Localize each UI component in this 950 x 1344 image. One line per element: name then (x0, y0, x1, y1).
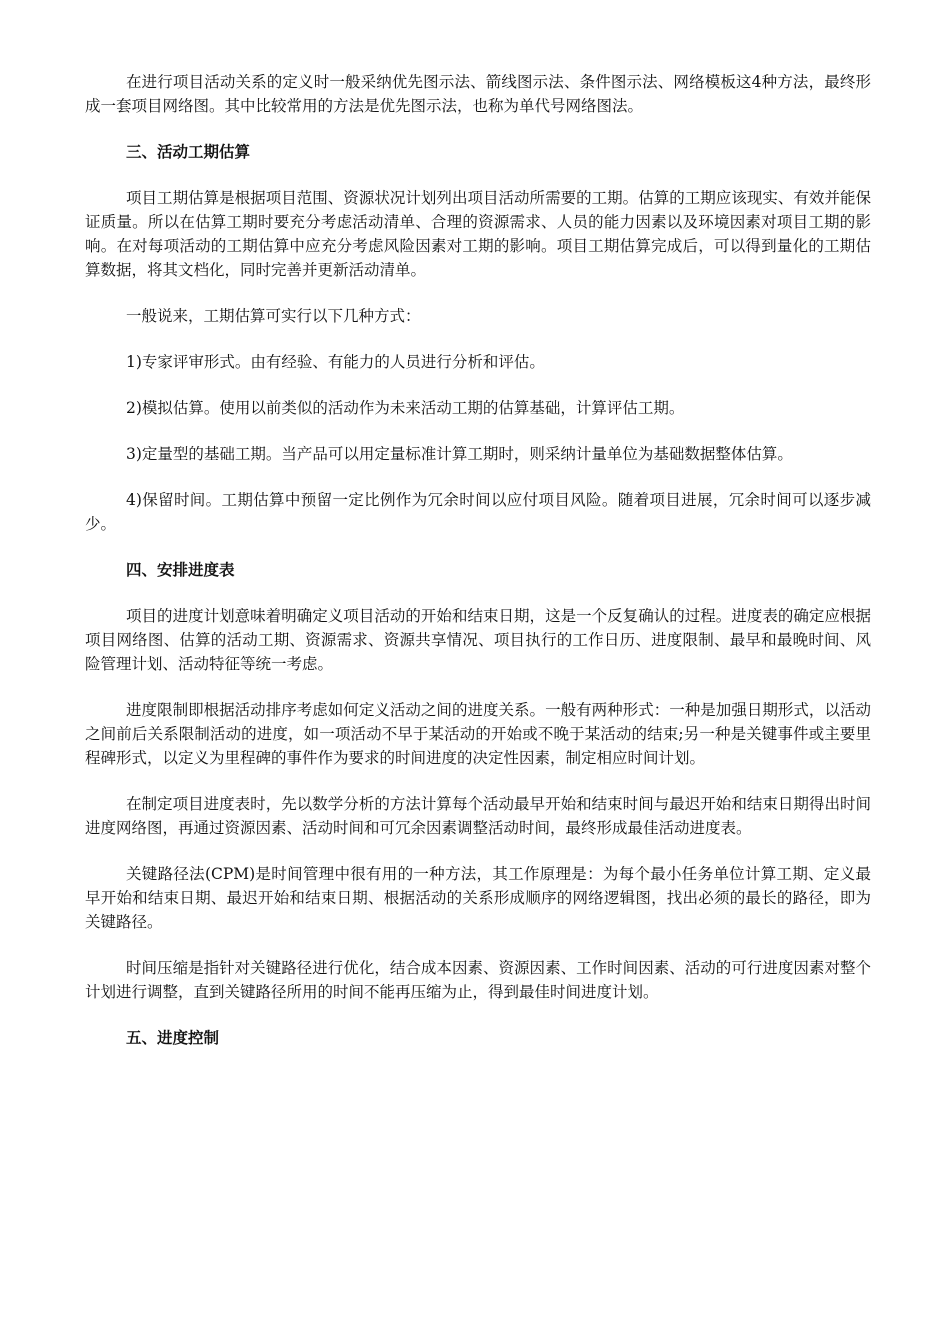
section-heading-duration-estimation: 三、活动工期估算 (126, 143, 251, 161)
list-item-reserve-time: 4)保留时间。工期估算中预留一定比例作为冗余时间以应付项目风险。随着项目进展，冗余时间可以逐步减少。 (85, 491, 871, 533)
paragraph-duration-estimation: 项目工期估算是根据项目范围、资源状况计划列出项目活动所需要的工期。估算的工期应该现实、有效并能保证质量。所以在估算工期时要充分考虑活动清单、合理的资源需求、人员的能力因素以及环境因素对项目工期的影响。在对每项活动的工期估算中应充分考虑风险因素对工期的影响。项目工期估算完成后，可以得到量化的工期估算数据，将其文档化，同时完善并更新活动清单。 (85, 189, 871, 279)
paragraph-schedule-compression: 时间压缩是指针对关键路径进行优化，结合成本因素、资源因素、工作时间因素、活动的可行进度因素对整个计划进行调整，直到关键路径所用的时间不能再压缩为止，得到最佳时间进度计划。 (85, 959, 871, 1001)
paragraph-network-diagram-methods: 在进行项目活动关系的定义时一般采纳优先图示法、箭线图示法、条件图示法、网络模板这4种方法，最终形成一套项目网络图。其中比较常用的方法是优先图示法，也称为单代号网络图法。 (85, 73, 871, 115)
section-heading-schedule-development: 四、安排进度表 (126, 561, 235, 579)
list-item-quantitative-duration: 3)定量型的基础工期。当产品可以用定量标准计算工期时，则采纳计量单位为基础数据整体估算。 (126, 445, 793, 463)
paragraph-schedule-plan: 项目的进度计划意味着明确定义项目活动的开始和结束日期，这是一个反复确认的过程。进度表的确定应根据项目网络图、估算的活动工期、资源需求、资源共享情况、项目执行的工作日历、进度限制、最早和最晚时间、风险管理计划、活动特征等统一考虑。 (85, 607, 871, 673)
section-heading-schedule-control: 五、进度控制 (126, 1029, 220, 1047)
paragraph-critical-path-method: 关键路径法(CPM)是时间管理中很有用的一种方法，其工作原理是：为每个最小任务单位计算工期、定义最早开始和结束日期、最迟开始和结束日期、根据活动的关系形成顺序的网络逻辑图，找出必须的最长的路径，即为关键路径。 (85, 865, 871, 931)
paragraph-estimation-methods-intro: 一般说来，工期估算可实行以下几种方式： (126, 307, 421, 325)
document-page (85, 70, 871, 1072)
list-item-analogous-estimation: 2)模拟估算。使用以前类似的活动作为未来活动工期的估算基础，计算评估工期。 (126, 399, 685, 417)
list-item-expert-review: 1)专家评审形式。由有经验、有能力的人员进行分析和评估。 (126, 353, 545, 371)
paragraph-schedule-constraints: 进度限制即根据活动排序考虑如何定义活动之间的进度关系。一般有两种形式：一种是加强日期形式，以活动之间前后关系限制活动的进度，如一项活动不早于某活动的开始或不晚于某活动的结束;另一种是关键事件或主要里程碑形式，以定义为里程碑的事件作为要求的时间进度的决定性因素，制定相应时间计划。 (85, 701, 871, 767)
paragraph-schedule-creation: 在制定项目进度表时，先以数学分析的方法计算每个活动最早开始和结束时间与最迟开始和结束日期得出时间进度网络图，再通过资源因素、活动时间和可冗余因素调整活动时间，最终形成最佳活动进度表。 (85, 795, 871, 837)
